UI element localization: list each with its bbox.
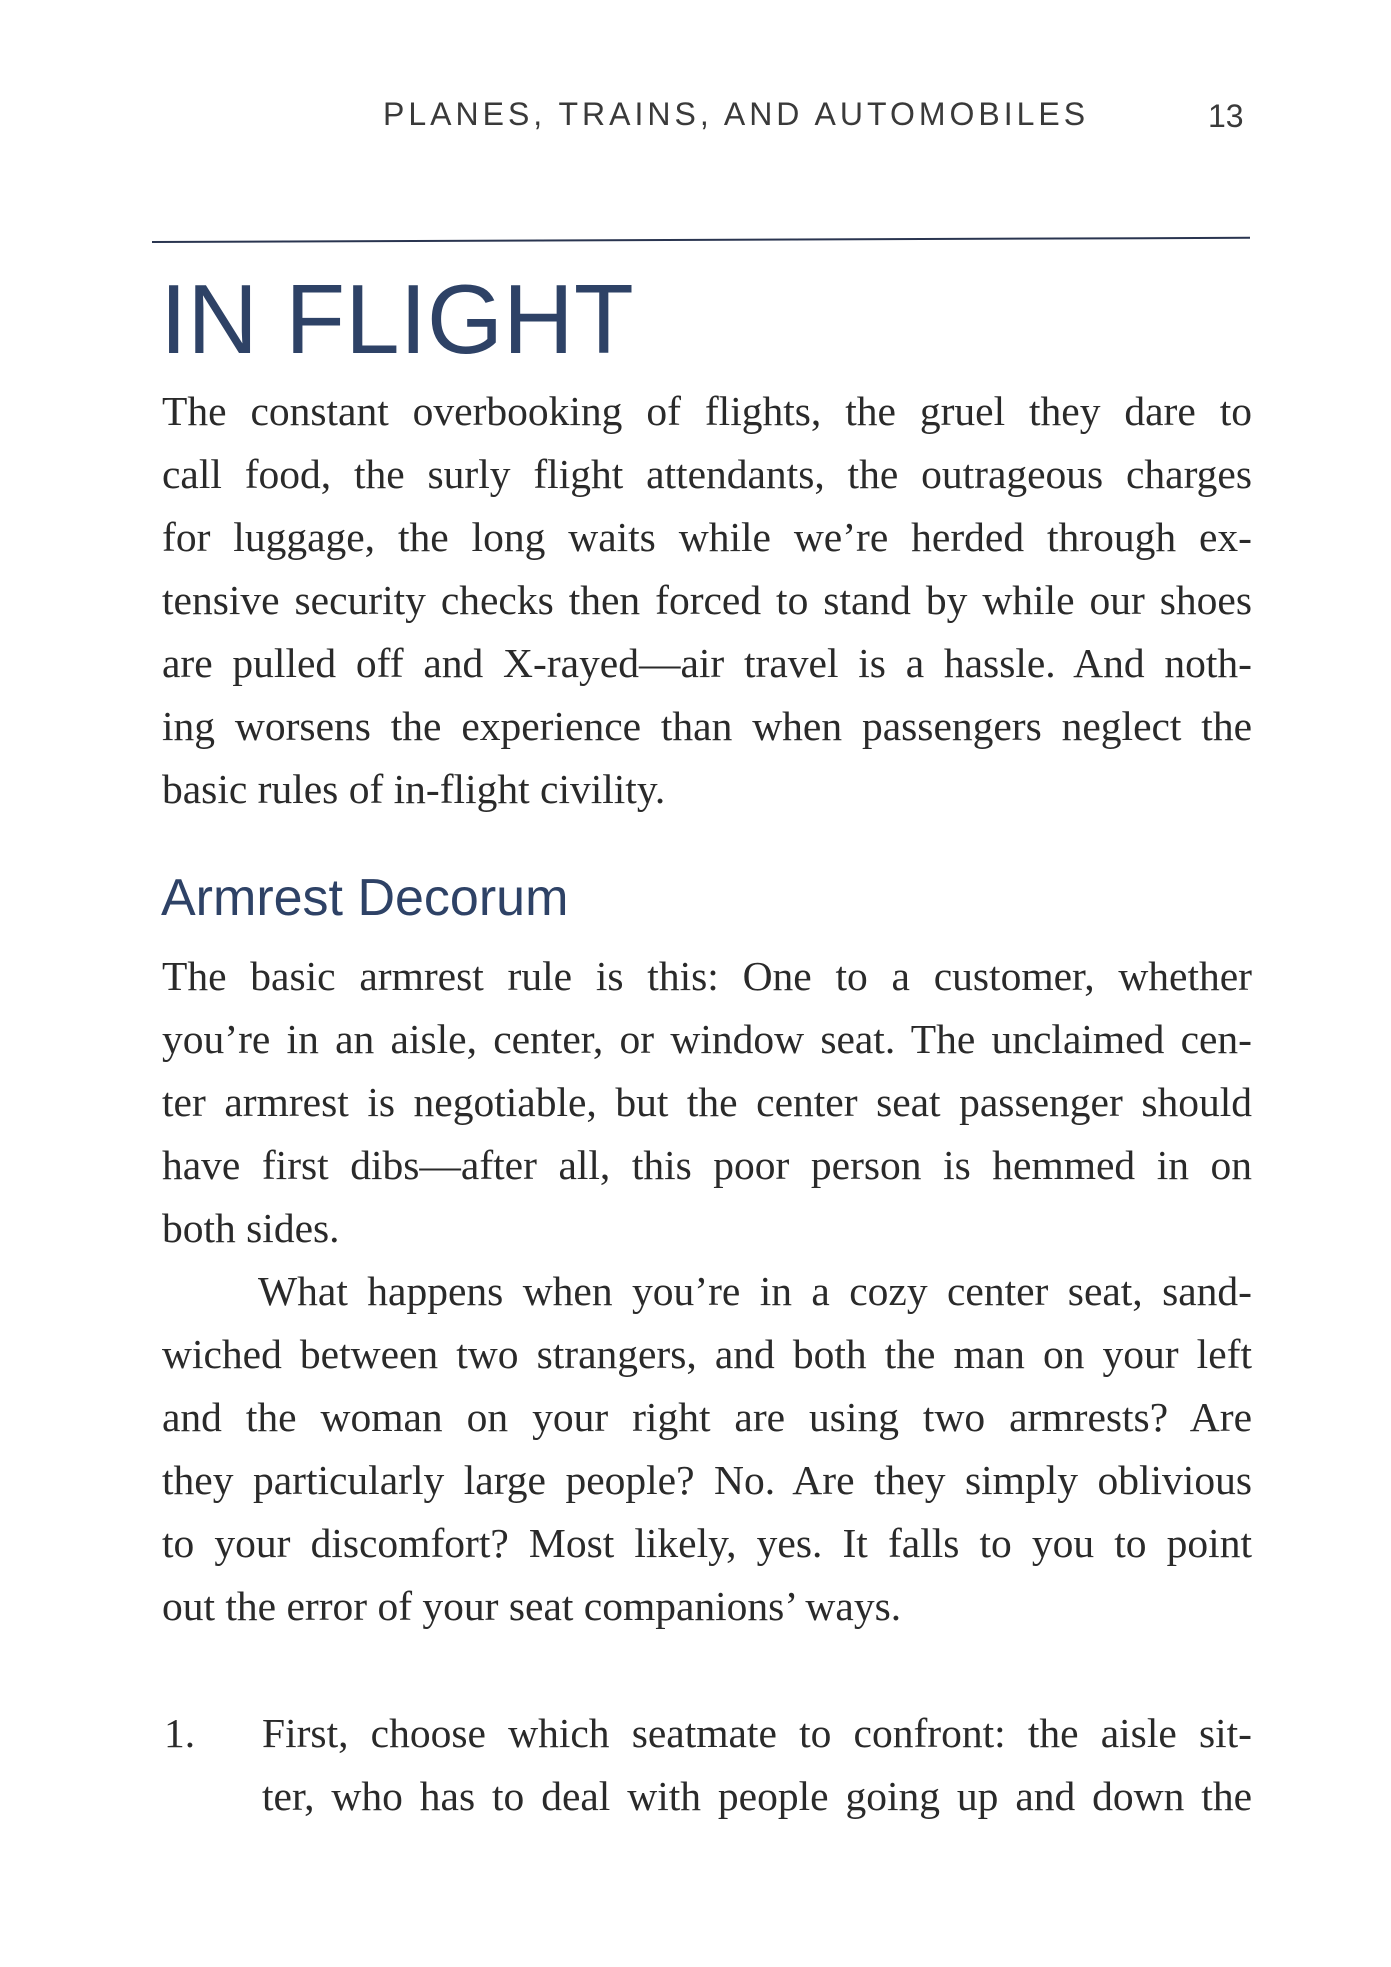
text-line: ing worsens the experience than when passengers neglect the bbox=[162, 703, 1252, 749]
text-line: First, choose which seatmate to confront: the aisle sit- bbox=[262, 1710, 1252, 1756]
armrest-paragraph-1 bbox=[162, 945, 1252, 1260]
chapter-title: IN FLIGHT bbox=[160, 264, 634, 374]
chapter-rule bbox=[152, 237, 1250, 243]
text-line: ter armrest is negotiable, but the center seat passenger should bbox=[162, 1079, 1252, 1125]
text-line: to your discomfort? Most likely, yes. It falls to you to point bbox=[162, 1520, 1252, 1566]
text-line: they particularly large people? No. Are they simply oblivious bbox=[162, 1457, 1252, 1503]
text-line: wiched between two strangers, and both the man on your left bbox=[162, 1331, 1252, 1377]
running-head: PLANES, TRAINS, AND AUTOMOBILES bbox=[383, 96, 1090, 132]
text-line: for luggage, the long waits while we’re herded through ex- bbox=[162, 514, 1252, 560]
text-line: you’re in an aisle, center, or window seat. The unclaimed cen- bbox=[162, 1016, 1252, 1062]
text-line: The basic armrest rule is this: One to a customer, whether bbox=[162, 953, 1252, 999]
text-line: both sides. bbox=[162, 1205, 340, 1251]
list-number: 1. bbox=[164, 1710, 196, 1756]
section-title: Armrest Decorum bbox=[161, 869, 569, 927]
text-line: out the error of your seat companions’ ways. bbox=[162, 1583, 902, 1629]
intro-paragraph bbox=[162, 380, 1252, 821]
page-number: 13 bbox=[1208, 98, 1244, 134]
text-line: What happens when you’re in a cozy center seat, sand- bbox=[258, 1268, 1252, 1314]
text-line: basic rules of in-flight civility. bbox=[162, 766, 666, 812]
list-item-text bbox=[262, 1702, 1252, 1828]
text-line: The constant overbooking of flights, the gruel they dare to bbox=[162, 388, 1252, 434]
text-line: are pulled off and X-rayed—air travel is a hassle. And noth- bbox=[162, 640, 1252, 686]
text-line: and the woman on your right are using two armrests? Are bbox=[162, 1394, 1252, 1440]
text-line: call food, the surly flight attendants, the outrageous charges bbox=[162, 451, 1252, 497]
text-line: have first dibs—after all, this poor person is hemmed in on bbox=[162, 1142, 1252, 1188]
armrest-paragraph-2 bbox=[162, 1260, 1252, 1638]
text-line: tensive security checks then forced to stand by while our shoes bbox=[162, 577, 1252, 623]
text-line: ter, who has to deal with people going up and down the bbox=[262, 1773, 1252, 1819]
